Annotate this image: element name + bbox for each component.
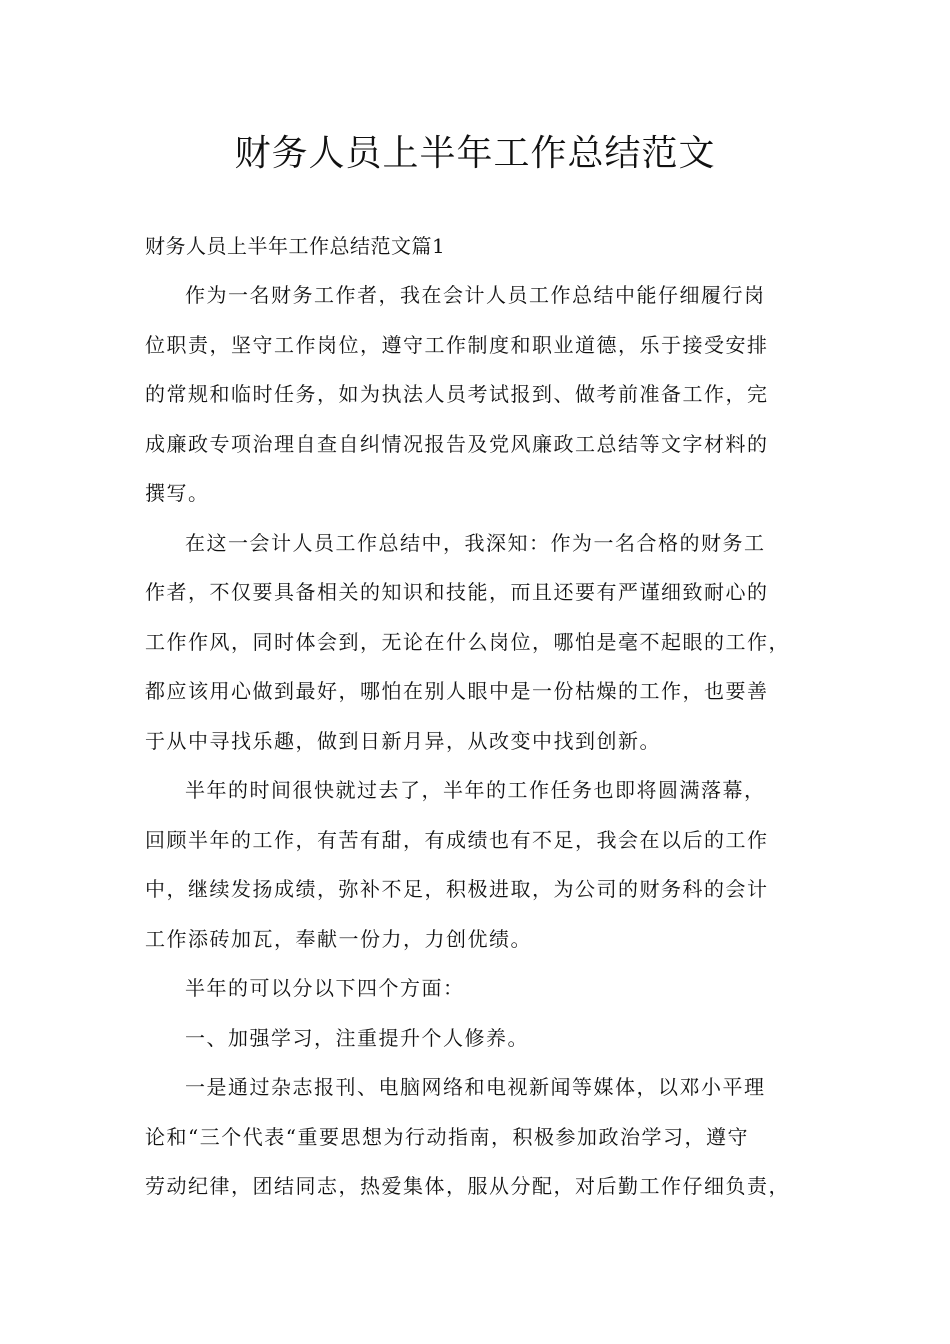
paragraph-line: 工作添砖加瓦，奉献一份力，力创优绩。 bbox=[145, 926, 532, 951]
paragraph-line: 作为一名财务工作者，我在会计人员工作总结中能仔细履行岗 bbox=[185, 283, 766, 307]
section-heading: 财务人员上半年工作总结范文篇1 bbox=[145, 234, 446, 258]
paragraph-3 bbox=[145, 766, 815, 964]
paragraph-line: 半年的时间很快就过去了，半年的工作任务也即将圆满落幕， bbox=[185, 778, 766, 802]
paragraph-4 bbox=[145, 964, 815, 1014]
paragraph-2 bbox=[145, 519, 815, 767]
paragraph-line: 一是通过杂志报刊、电脑网络和电视新闻等媒体，以邓小平理 bbox=[185, 1075, 766, 1099]
paragraph-line: 于从中寻找乐趣，做到日新月异，从改变中找到创新。 bbox=[145, 728, 661, 753]
paragraph-line: 作者，不仅要具备相关的知识和技能，而且还要有严谨细致耐心的 bbox=[145, 580, 769, 604]
paragraph-line: 都应该用心做到最好，哪怕在别人眼中是一份枯燥的工作，也要善 bbox=[145, 679, 769, 703]
document-title: 财务人员上半年工作总结范文 bbox=[234, 133, 716, 174]
paragraph-line: 工作作风，同时体会到，无论在什么岗位，哪怕是毫不起眼的工作， bbox=[145, 629, 790, 654]
paragraph-line: 位职责，坚守工作岗位，遵守工作制度和职业道德，乐于接受安排 bbox=[145, 332, 769, 357]
paragraph-line: 成廉政专项治理自查自纠情况报告及党风廉政工总结等文字材料的 bbox=[145, 431, 769, 456]
paragraph-line: 一、加强学习，注重提升个人修养。 bbox=[185, 1025, 529, 1050]
paragraph-line: 在这一会计人员工作总结中，我深知：作为一名合格的财务工 bbox=[185, 530, 766, 555]
paragraph-line: 论和“三个代表“重要思想为行动指南，积极参加政治学习，遵守 bbox=[145, 1124, 749, 1149]
paragraph-line: 撰写。 bbox=[145, 481, 210, 505]
paragraph-line: 回顾半年的工作，有苦有甜，有成绩也有不足，我会在以后的工作 bbox=[145, 827, 769, 852]
paragraph-5 bbox=[145, 1014, 815, 1064]
paragraph-line: 劳动纪律，团结同志，热爱集体，服从分配，对后勤工作仔细负责， bbox=[145, 1174, 790, 1198]
paragraph-1 bbox=[145, 271, 815, 519]
paragraph-line: 的常规和临时任务，如为执法人员考试报到、做考前准备工作，完 bbox=[145, 382, 769, 406]
paragraph-line: 半年的可以分以下四个方面： bbox=[185, 976, 465, 1000]
document-body bbox=[145, 222, 815, 1212]
paragraph-6 bbox=[145, 1063, 815, 1212]
paragraph-line: 中，继续发扬成绩，弥补不足，积极进取，为公司的财务科的会计 bbox=[145, 877, 769, 901]
